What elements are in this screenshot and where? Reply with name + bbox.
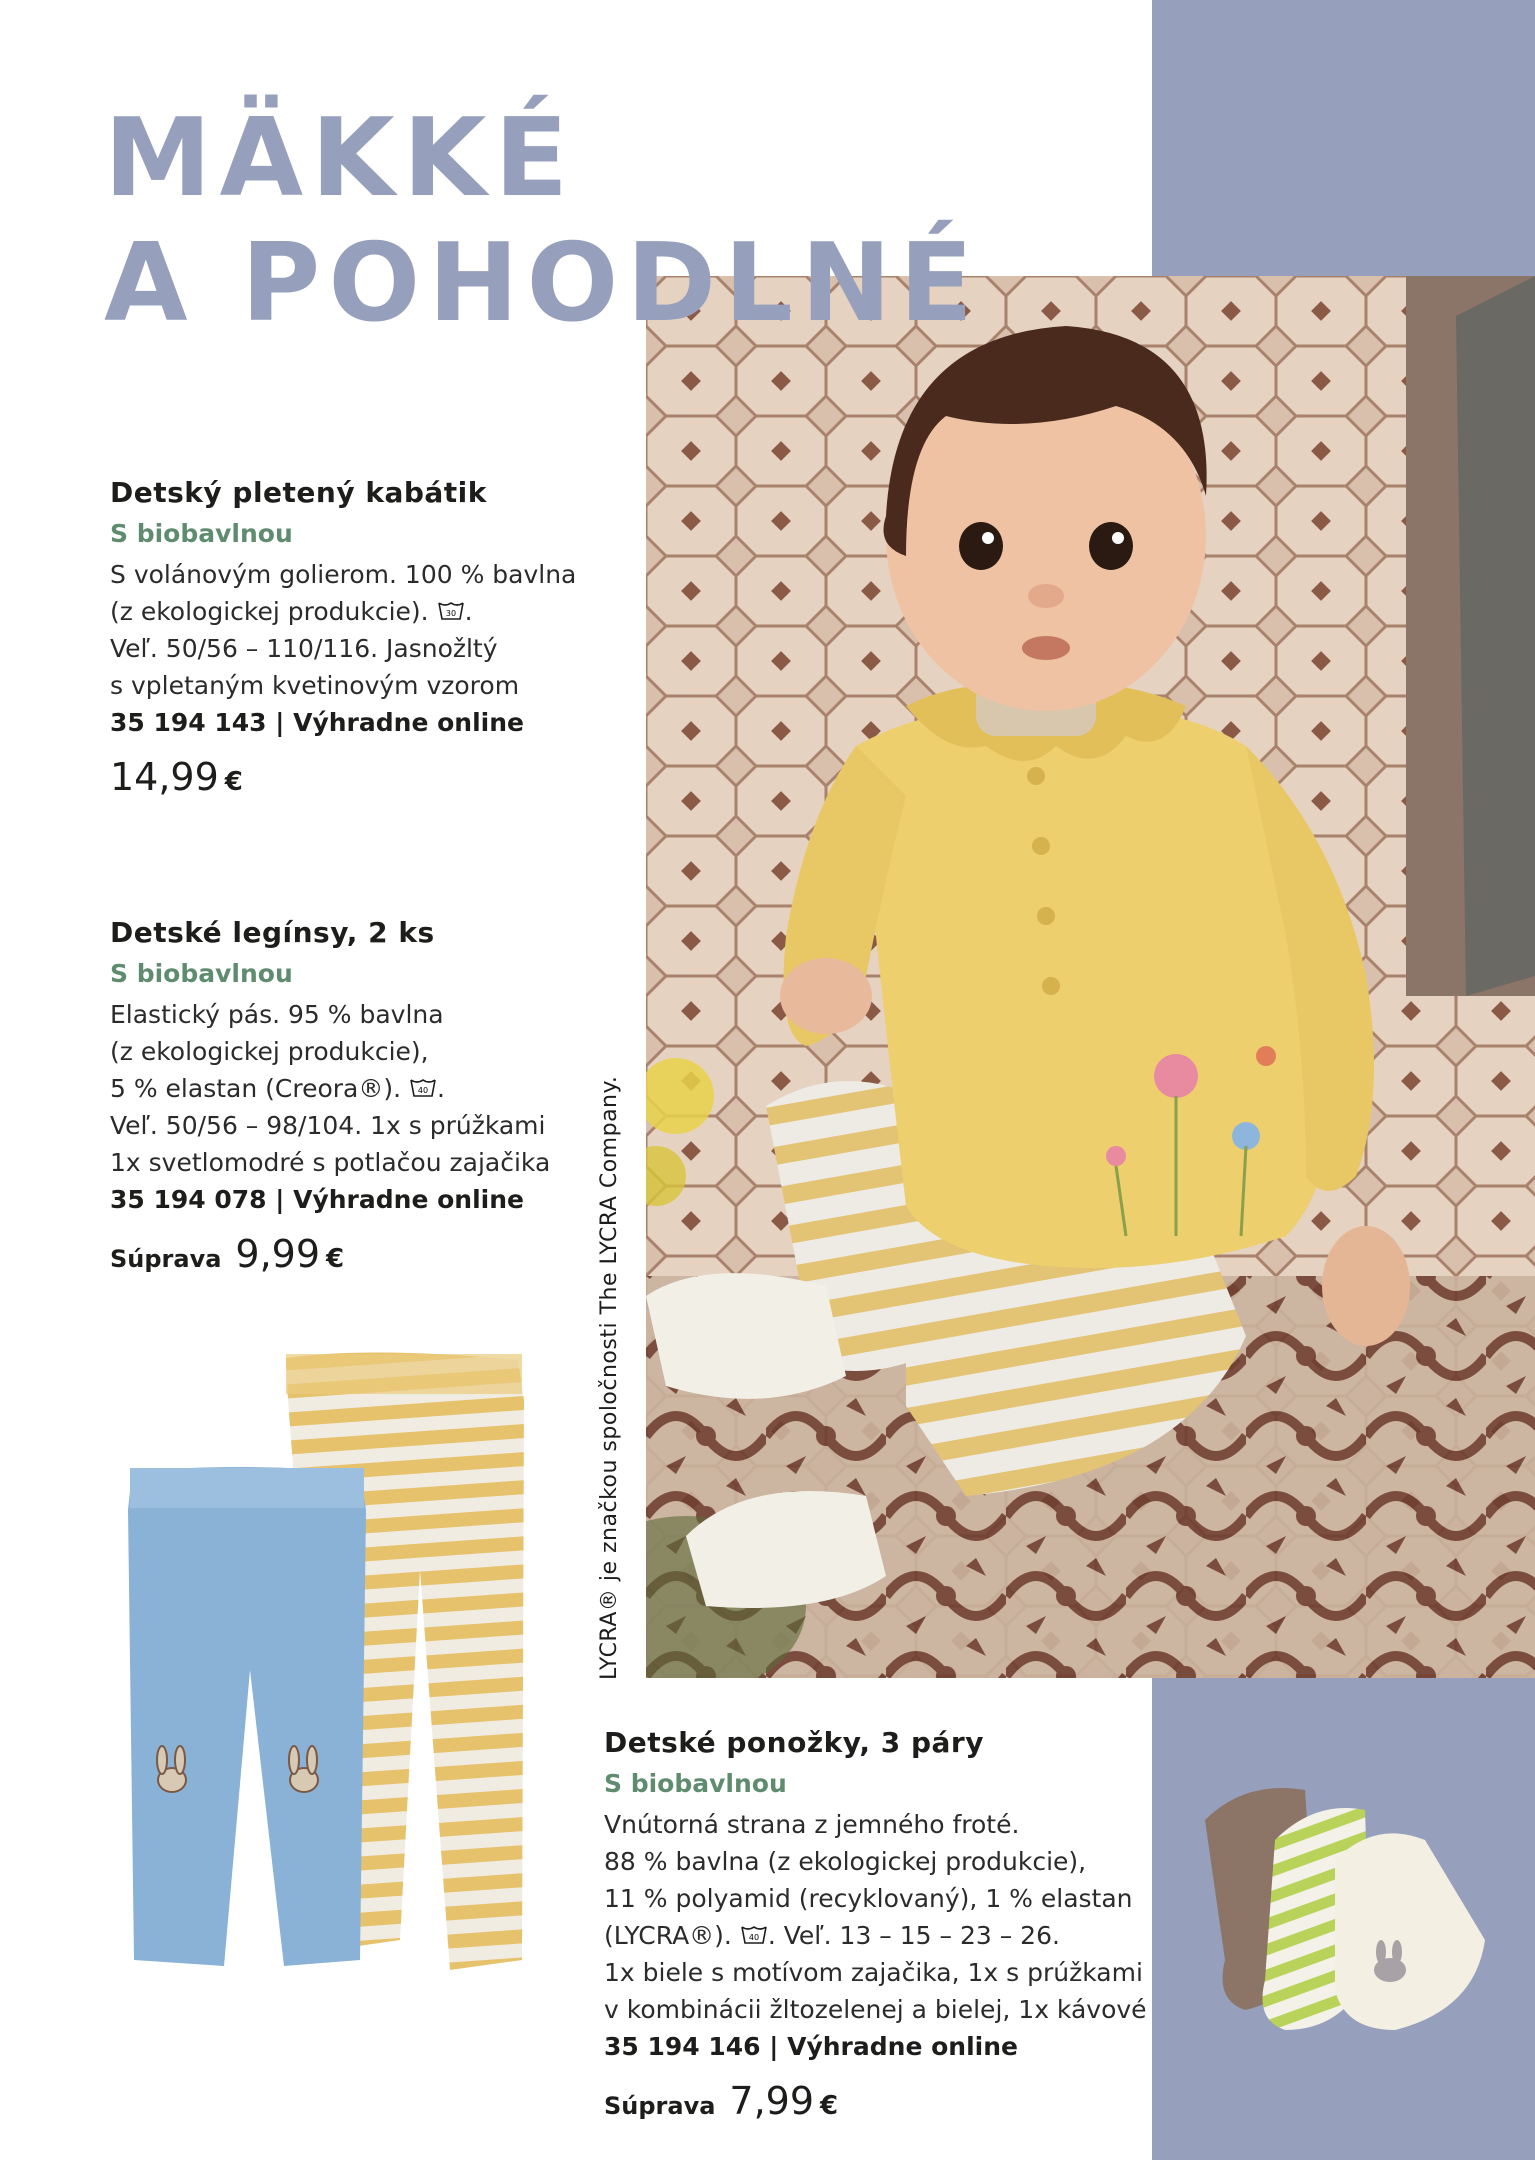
product-leggings bbox=[110, 914, 630, 1276]
lycra-trademark-note: LYCRA® je značkou spoločnosti The LYCRA Company. bbox=[597, 1075, 622, 1680]
price-value: 7,99 bbox=[729, 2079, 815, 2123]
product-desc-line: S volánovým golierom. 100 % bavlna bbox=[110, 560, 577, 589]
product-desc-line: s vpletaným kvetinovým vzorom bbox=[110, 671, 520, 700]
product-code: 35 194 146 | Výhradne online bbox=[604, 2032, 1018, 2061]
product-desc-line: Elastický pás. 95 % bavlna bbox=[110, 1000, 444, 1029]
svg-text:30: 30 bbox=[445, 609, 456, 618]
wash-40-icon bbox=[740, 1924, 768, 1946]
product-tag: S biobavlnou bbox=[110, 519, 293, 548]
price-label: Súprava bbox=[110, 1245, 222, 1273]
product-desc-line: v kombinácii žltozelenej a bielej, 1x kávové bbox=[604, 1995, 1147, 2024]
price-currency: € bbox=[820, 2091, 839, 2121]
product-desc-line: Vnútorná strana z jemného froté. bbox=[604, 1810, 1020, 1839]
product-price bbox=[110, 1232, 630, 1276]
wash-30-icon bbox=[437, 600, 465, 622]
product-desc-line: 1x svetlomodré s potlačou zajačika bbox=[110, 1148, 551, 1177]
product-desc-line: Veľ. 50/56 – 110/116. Jasnožltý bbox=[110, 634, 498, 663]
product-title: Detský pletený kabátik bbox=[110, 476, 487, 509]
product-desc-line: Veľ. 50/56 – 98/104. 1x s prúžkami bbox=[110, 1111, 546, 1140]
svg-text:40: 40 bbox=[417, 1086, 429, 1095]
product-price bbox=[110, 755, 630, 799]
product-socks bbox=[604, 1724, 1147, 2123]
price-value: 14,99 bbox=[110, 755, 219, 799]
product-desc-line: (z ekologickej produkcie), bbox=[110, 1037, 429, 1066]
product-cardigan bbox=[110, 474, 630, 799]
product-tag: S biobavlnou bbox=[604, 1769, 787, 1798]
product-desc-line: 88 % bavlna (z ekologickej produkcie), bbox=[604, 1847, 1087, 1876]
page-headline bbox=[104, 96, 981, 346]
product-title: Detské ponožky, 3 páry bbox=[604, 1726, 984, 1759]
wash-40-icon bbox=[409, 1077, 437, 1099]
product-title: Detské legínsy, 2 ks bbox=[110, 916, 435, 949]
accent-block-top bbox=[1152, 0, 1535, 276]
product-tag: S biobavlnou bbox=[110, 959, 293, 988]
product-desc-line: (z ekologickej produkcie). 30 . bbox=[110, 597, 473, 626]
product-desc-line: 5 % elastan (Creora®). 40 . bbox=[110, 1074, 445, 1103]
product-desc-line: 1x biele s motívom zajačika, 1x s prúžkami bbox=[604, 1958, 1143, 1987]
price-currency: € bbox=[224, 767, 243, 797]
leggings-product-image bbox=[120, 1340, 540, 1980]
price-label: Súprava bbox=[604, 2092, 716, 2120]
price-currency: € bbox=[326, 1244, 345, 1274]
product-code: 35 194 078 | Výhradne online bbox=[110, 1185, 524, 1214]
product-code: 35 194 143 | Výhradne online bbox=[110, 708, 524, 737]
svg-text:40: 40 bbox=[748, 1933, 759, 1942]
socks-product-image bbox=[1195, 1740, 1495, 2040]
baby-product-photo bbox=[646, 276, 1535, 1678]
price-value: 9,99 bbox=[235, 1232, 321, 1276]
headline-line-1: MÄKKÉ bbox=[104, 96, 577, 221]
headline-line-2: A POHODLNÉ bbox=[104, 221, 981, 346]
product-desc-line: 11 % polyamid (recyklovaný), 1 % elastan bbox=[604, 1884, 1133, 1913]
product-desc-line: (LYCRA®). 40 . Veľ. 13 – 15 – 23 – 26. bbox=[604, 1921, 1060, 1950]
product-price bbox=[604, 2079, 1144, 2123]
